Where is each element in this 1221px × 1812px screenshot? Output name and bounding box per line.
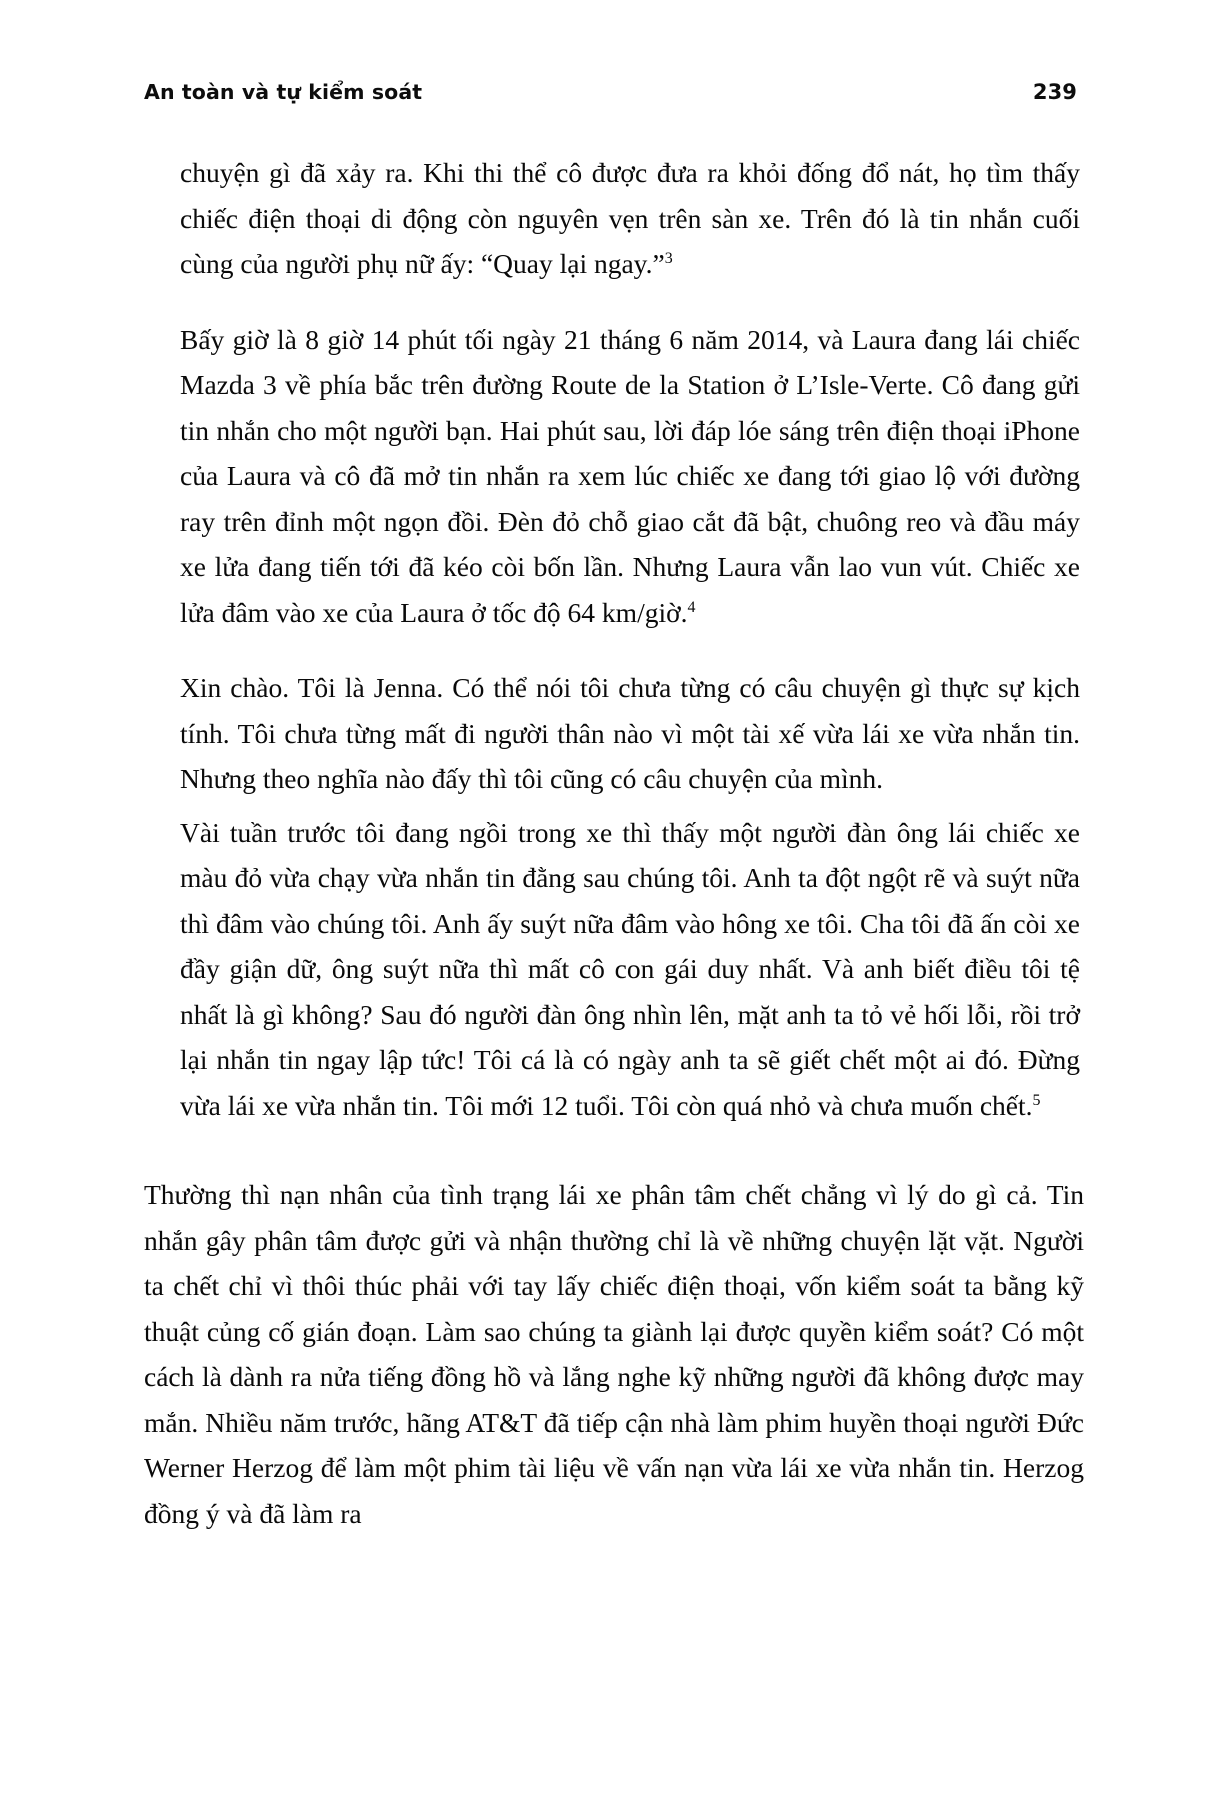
paragraph-5-text: Thường thì nạn nhân của tình trạng lái xe phân tâm chết chẳng vì lý do gì cả. Tin nhắn gây phân tâm được gửi và nhận thường chỉ là về những chuyện lặt vặt. Người ta chết chỉ vì thôi thúc phải với tay lấy chiếc điện thoại, vốn kiểm soát ta bằng kỹ thuật củng cố gián đoạn. Làm sao chúng ta giành lại được quyền kiểm soát? Có một cách là dành ra nửa tiếng đồng hồ và lắng nghe kỹ những người đã không được may mắn. Nhiều năm trước, hãng AT&T đã tiếp cận nhà làm phim huyền thoại người Đức Werner Herzog để làm một phim tài liệu về vấn nạn vừa lái xe vừa nhắn tin. Herzog đồng ý và đã làm ra xyxy=(144,1179,1084,1529)
running-title: An toàn và tự kiểm soát xyxy=(144,80,423,104)
paragraph-3 xyxy=(180,665,1080,802)
paragraph-2 xyxy=(180,317,1080,636)
footnote-ref-5: 5 xyxy=(1032,1091,1041,1109)
paragraph-1 xyxy=(180,150,1080,287)
footnote-ref-4: 4 xyxy=(687,598,696,616)
paragraph-4 xyxy=(180,810,1080,1129)
body-text xyxy=(144,150,1084,1536)
paragraph-2-text: Bấy giờ là 8 giờ 14 phút tối ngày 21 tháng 6 năm 2014, và Laura đang lái chiếc Mazda 3 về phía bắc trên đường Route de la Station ở L’Isle-Verte. Cô đang gửi tin nhắn cho một người bạn. Hai phút sau, lời đáp lóe sáng trên điện thoại iPhone của Laura và cô đã mở tin nhắn ra xem lúc chiếc xe đang tới giao lộ với đường ray trên đỉnh một ngọn đồi. Đèn đỏ chỗ giao cắt đã bật, chuông reo và đầu máy xe lửa đang tiến tới đã kéo còi bốn lần. Nhưng Laura vẫn lao vun vút. Chiếc xe lửa đâm vào xe của Laura ở tốc độ 64 km/giờ. xyxy=(180,323,1080,628)
paragraph-3-text: Xin chào. Tôi là Jenna. Có thể nói tôi chưa từng có câu chuyện gì thực sự kịch tính. Tôi chưa từng mất đi người thân nào vì một tài xế vừa lái xe vừa nhắn tin. Nhưng theo nghĩa nào đấy thì tôi cũng có câu chuyện của mình. xyxy=(180,672,1080,794)
page-number: 239 xyxy=(1032,80,1077,104)
paragraph-5 xyxy=(144,1172,1084,1536)
footnote-ref-3: 3 xyxy=(664,249,673,267)
running-head xyxy=(144,80,1077,104)
paragraph-4-text: Vài tuần trước tôi đang ngồi trong xe thì thấy một người đàn ông lái chiếc xe màu đỏ vừa chạy vừa nhắn tin đằng sau chúng tôi. Anh ta đột ngột rẽ và suýt nữa thì đâm vào chúng tôi. Anh ấy suýt nữa đâm vào hông xe tôi. Cha tôi đã ấn còi xe đầy giận dữ, ông suýt nữa thì mất cô con gái duy nhất. Và anh biết điều tôi tệ nhất là gì không? Sau đó người đàn ông nhìn lên, mặt anh ta tỏ vẻ hối lỗi, rồi trở lại nhắn tin ngay lập tức! Tôi cá là có ngày anh ta sẽ giết chết một ai đó. Đừng vừa lái xe vừa nhắn tin. Tôi mới 12 tuổi. Tôi còn quá nhỏ và chưa muốn chết. xyxy=(180,816,1080,1121)
paragraph-1-text: chuyện gì đã xảy ra. Khi thi thể cô được đưa ra khỏi đống đổ nát, họ tìm thấy chiếc điện thoại di động còn nguyên vẹn trên sàn xe. Trên đó là tin nhắn cuối cùng của người phụ nữ ấy: “Quay lại ngay.” xyxy=(180,157,1080,279)
